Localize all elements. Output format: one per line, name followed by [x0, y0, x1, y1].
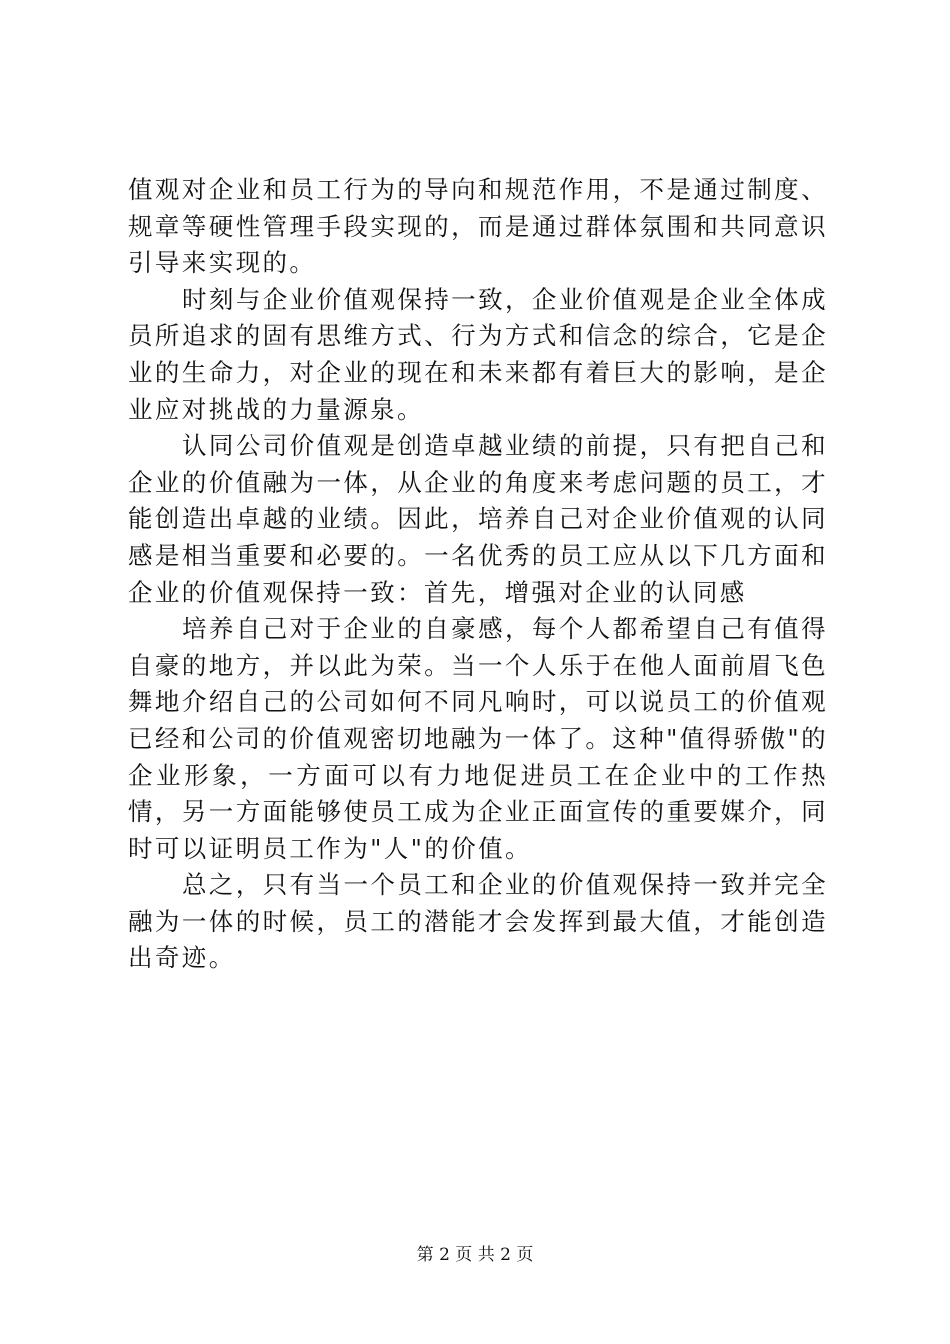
paragraph-pride: 培养自己对于企业的自豪感，每个人都希望自己有值得自豪的地方，并以此为荣。当一个人乐于在他人面前眉飞色舞地介绍自己的公司如何不同凡响时，可以说员工的价值观已经和公司的价值观密切地融为一体了。这种"值得骄傲"的企业形象，一方面可以有力地促进员工在企业中的工作热情，另一方面能够使员工成为企业正面宣传的重要媒介，同时可以证明员工作为"人"的价值。	[128, 614, 828, 863]
paragraph-value-consistency: 时刻与企业价值观保持一致，企业价值观是企业全体成员所追求的固有思维方式、行为方式和信念的综合，它是企业的生命力，对企业的现在和未来都有着巨大的影响，是企业应对挑战的力量源泉。	[128, 284, 828, 424]
paragraph-continuation: 值观对企业和员工行为的导向和规范作用，不是通过制度、规章等硬性管理手段实现的，而是通过群体氛围和共同意识引导来实现的。	[128, 175, 828, 278]
paragraph-value-recognition: 认同公司价值观是创造卓越业绩的前提，只有把自己和企业的价值融为一体，从企业的角度来考虑问题的员工，才能创造出卓越的业绩。因此，培养自己对企业价值观的认同感是相当重要和必要的。一名优秀的员工应从以下几方面和企业的价值观保持一致：首先，增强对企业的认同感	[128, 431, 828, 607]
document-body	[128, 172, 828, 977]
paragraph-conclusion: 总之，只有当一个员工和企业的价值观保持一致并完全融为一体的时候，员工的潜能才会发挥到最大值，才能创造出奇迹。	[128, 870, 828, 973]
page-number-footer: 第 2 页 共 2 页	[416, 1245, 534, 1265]
